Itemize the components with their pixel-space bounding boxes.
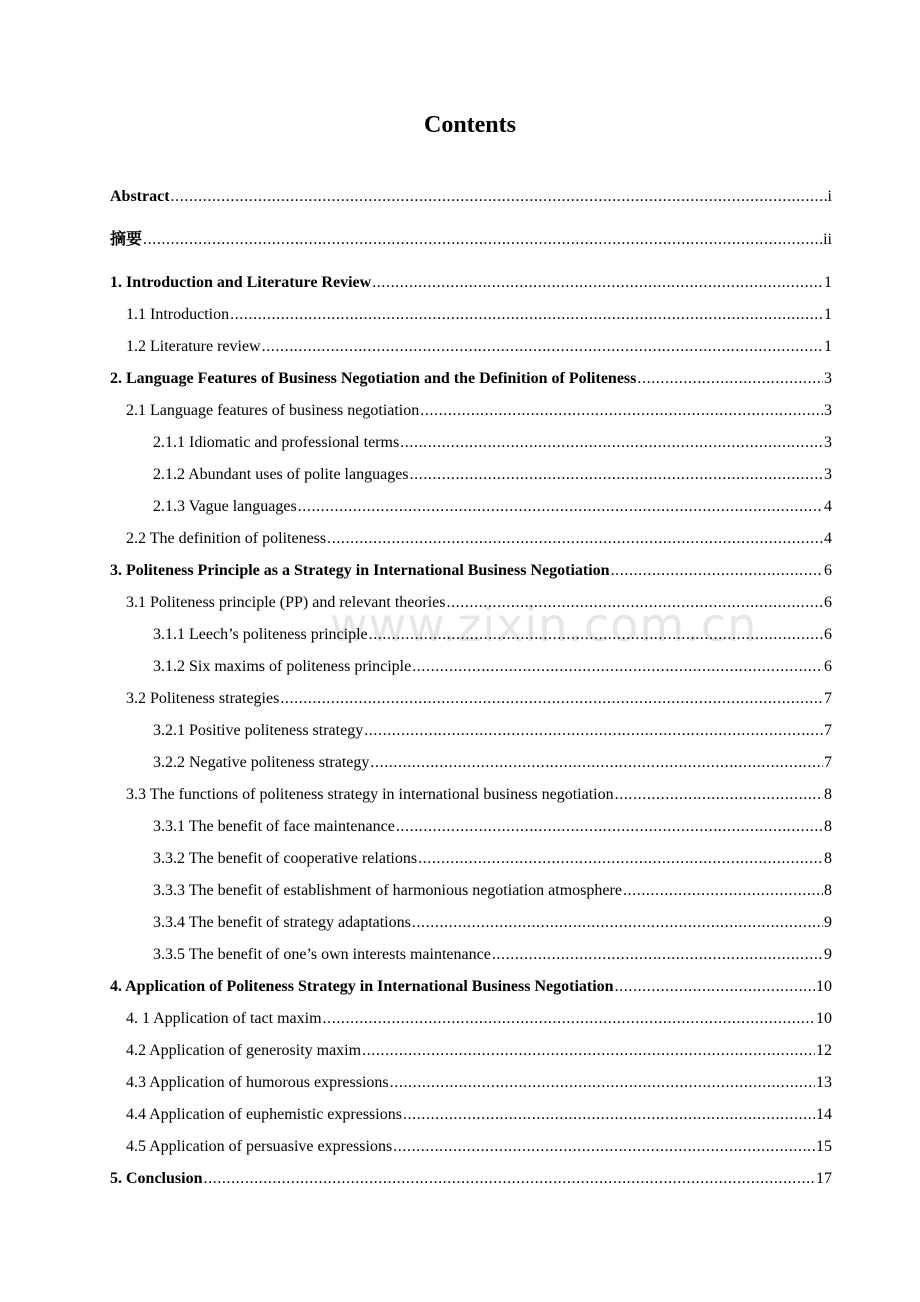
toc-entry-label: 2. Language Features of Business Negotiation and the Definition of Politeness — [110, 370, 637, 387]
toc-entry[interactable] — [110, 560, 832, 582]
toc-entry[interactable] — [153, 432, 832, 454]
toc-entry-page-number: 17 — [816, 1170, 832, 1187]
toc-entry-label: Abstract — [110, 188, 170, 205]
toc-entry[interactable] — [153, 944, 832, 966]
toc-entry-page-number: 8 — [824, 850, 832, 867]
toc-dot-leader — [400, 432, 823, 454]
toc-entry-page-number: 15 — [816, 1138, 832, 1155]
toc-entry[interactable] — [110, 228, 832, 251]
toc-entry-label: 1.1 Introduction — [126, 306, 230, 323]
toc-entry-page-number: 6 — [824, 626, 832, 643]
toc-entry-page-number: 8 — [824, 882, 832, 899]
toc-dot-leader — [230, 304, 823, 326]
toc-dot-leader — [637, 368, 823, 390]
toc-entry[interactable] — [126, 592, 832, 614]
toc-entry[interactable] — [153, 880, 832, 902]
toc-entry-label: 2.1.2 Abundant uses of polite languages — [153, 466, 409, 483]
toc-dot-leader — [327, 528, 823, 550]
toc-dot-leader — [396, 816, 823, 838]
toc-entry-label: 3.3.3 The benefit of establishment of harmonious negotiation atmosphere — [153, 882, 622, 899]
toc-entry-page-number: 7 — [824, 722, 832, 739]
toc-dot-leader — [372, 272, 823, 294]
toc-entry-page-number: 3 — [824, 434, 832, 451]
toc-entry-label: 3.3.5 The benefit of one’s own interests maintenance — [153, 946, 491, 963]
toc-entry-page-number: 4 — [824, 530, 832, 547]
toc-entry-label: 3.1.2 Six maxims of politeness principle — [153, 658, 412, 675]
toc-entry[interactable] — [126, 528, 832, 550]
toc-entry-page-number: ii — [823, 231, 832, 248]
toc-entry[interactable] — [110, 368, 832, 390]
toc-entry[interactable] — [126, 1104, 832, 1126]
toc-dot-leader — [412, 912, 823, 934]
toc-dot-leader — [615, 784, 823, 806]
toc-entry-page-number: 1 — [824, 306, 832, 323]
toc-entry-label: 4. 1 Application of tact maxim — [126, 1010, 322, 1027]
toc-dot-leader — [615, 976, 815, 998]
toc-entry-page-number: 4 — [824, 498, 832, 515]
toc-dot-leader — [203, 1168, 815, 1190]
toc-entry-label: 4. Application of Politeness Strategy in International Business Negotiation — [110, 978, 614, 995]
toc-entry-page-number: 8 — [824, 818, 832, 835]
toc-entry-page-number: 3 — [824, 402, 832, 419]
toc-entry-page-number: 7 — [824, 754, 832, 771]
toc-dot-leader — [418, 848, 823, 870]
toc-dot-leader — [143, 229, 822, 251]
toc-entry[interactable] — [110, 272, 832, 294]
toc-entry-label: 3. Politeness Principle as a Strategy in International Business Negotiation — [110, 562, 610, 579]
toc-entry-page-number: 10 — [816, 978, 832, 995]
page-title: Contents — [423, 112, 516, 138]
toc-dot-leader — [298, 496, 823, 518]
toc-dot-leader — [420, 400, 823, 422]
toc-entry[interactable] — [126, 400, 832, 422]
toc-entry-page-number: 10 — [816, 1010, 832, 1027]
toc-entry-page-number: 6 — [824, 658, 832, 675]
toc-dot-leader — [390, 1072, 815, 1094]
toc-dot-leader — [280, 688, 823, 710]
toc-entry[interactable] — [126, 1136, 832, 1158]
toc-entry-page-number: 8 — [824, 786, 832, 803]
toc-entry[interactable] — [110, 1168, 832, 1190]
toc-entry-label: 4.2 Application of generosity maxim — [126, 1042, 362, 1059]
toc-entry-page-number: 6 — [824, 562, 832, 579]
toc-dot-leader — [393, 1136, 815, 1158]
toc-dot-leader — [611, 560, 823, 582]
toc-dot-leader — [369, 624, 823, 646]
toc-entry[interactable] — [153, 816, 832, 838]
toc-entry[interactable] — [126, 1008, 832, 1030]
toc-entry-label: 3.3.2 The benefit of cooperative relations — [153, 850, 418, 867]
toc-entry-label: 1.2 Literature review — [126, 338, 261, 355]
toc-entry[interactable] — [110, 186, 832, 208]
toc-entry-label: 2.1 Language features of business negotiation — [126, 402, 420, 419]
toc-entry-label: 3.3 The functions of politeness strategy in international business negotiation — [126, 786, 614, 803]
toc-entry-page-number: i — [827, 188, 832, 205]
toc-entry-page-number: 9 — [824, 914, 832, 931]
toc-entry-page-number: 3 — [824, 466, 832, 483]
toc-entry-page-number: 1 — [824, 338, 832, 355]
toc-dot-leader — [446, 592, 823, 614]
toc-entry[interactable] — [153, 912, 832, 934]
toc-entry[interactable] — [153, 464, 832, 486]
toc-entry[interactable] — [153, 720, 832, 742]
toc-entry-label: 4.3 Application of humorous expressions — [126, 1074, 389, 1091]
toc-entry[interactable] — [126, 1040, 832, 1062]
toc-entry-label: 3.1.1 Leech’s politeness principle — [153, 626, 368, 643]
toc-dot-leader — [262, 336, 823, 358]
toc-entry[interactable] — [110, 976, 832, 998]
toc-dot-leader — [410, 464, 823, 486]
toc-dot-leader — [492, 944, 823, 966]
toc-entry-label: 3.1 Politeness principle (PP) and relevant theories — [126, 594, 446, 611]
toc-entry-page-number: 1 — [824, 274, 832, 291]
toc-dot-leader — [403, 1104, 815, 1126]
toc-entry-label: 3.2.2 Negative politeness strategy — [153, 754, 370, 771]
toc-entry-label: 2.1.3 Vague languages — [153, 498, 297, 515]
toc-entry[interactable] — [153, 656, 832, 678]
toc-entry[interactable] — [126, 304, 832, 326]
toc-entry-label: 摘要 — [110, 229, 143, 248]
toc-dot-leader — [323, 1008, 815, 1030]
watermark: www.zixin.com.cn — [330, 598, 758, 652]
toc-entry-label: 4.5 Application of persuasive expressions — [126, 1138, 393, 1155]
toc-entry[interactable] — [153, 848, 832, 870]
toc-entry[interactable] — [126, 688, 832, 710]
toc-entry-label: 3.2 Politeness strategies — [126, 690, 280, 707]
toc-entry-page-number: 6 — [824, 594, 832, 611]
toc-entry[interactable] — [126, 1072, 832, 1094]
toc-dot-leader — [623, 880, 823, 902]
toc-entry-page-number: 3 — [824, 370, 832, 387]
toc-entry[interactable] — [126, 336, 832, 358]
toc-entry[interactable] — [126, 784, 832, 806]
toc-entry-label: 3.2.1 Positive politeness strategy — [153, 722, 364, 739]
toc-entry-page-number: 7 — [824, 690, 832, 707]
toc-entry[interactable] — [153, 624, 832, 646]
toc-entry-label: 2.2 The definition of politeness — [126, 530, 327, 547]
toc-entry-label: 3.3.4 The benefit of strategy adaptations — [153, 914, 411, 931]
toc-entry[interactable] — [153, 752, 832, 774]
toc-dot-leader — [362, 1040, 815, 1062]
toc-entry-page-number: 14 — [816, 1106, 832, 1123]
toc-dot-leader — [412, 656, 823, 678]
toc-entry-label: 5. Conclusion — [110, 1170, 203, 1187]
toc-entry-label: 2.1.1 Idiomatic and professional terms — [153, 434, 400, 451]
toc-dot-leader — [364, 720, 823, 742]
toc-entry-label: 4.4 Application of euphemistic expressions — [126, 1106, 402, 1123]
toc-entry-label: 1. Introduction and Literature Review — [110, 274, 372, 291]
toc-entry-label: 3.3.1 The benefit of face maintenance — [153, 818, 395, 835]
toc-entry-page-number: 12 — [816, 1042, 832, 1059]
toc-entry-page-number: 9 — [824, 946, 832, 963]
toc-entry[interactable] — [153, 496, 832, 518]
toc-entry-page-number: 13 — [816, 1074, 832, 1091]
toc-dot-leader — [370, 752, 823, 774]
toc-dot-leader — [171, 186, 827, 208]
